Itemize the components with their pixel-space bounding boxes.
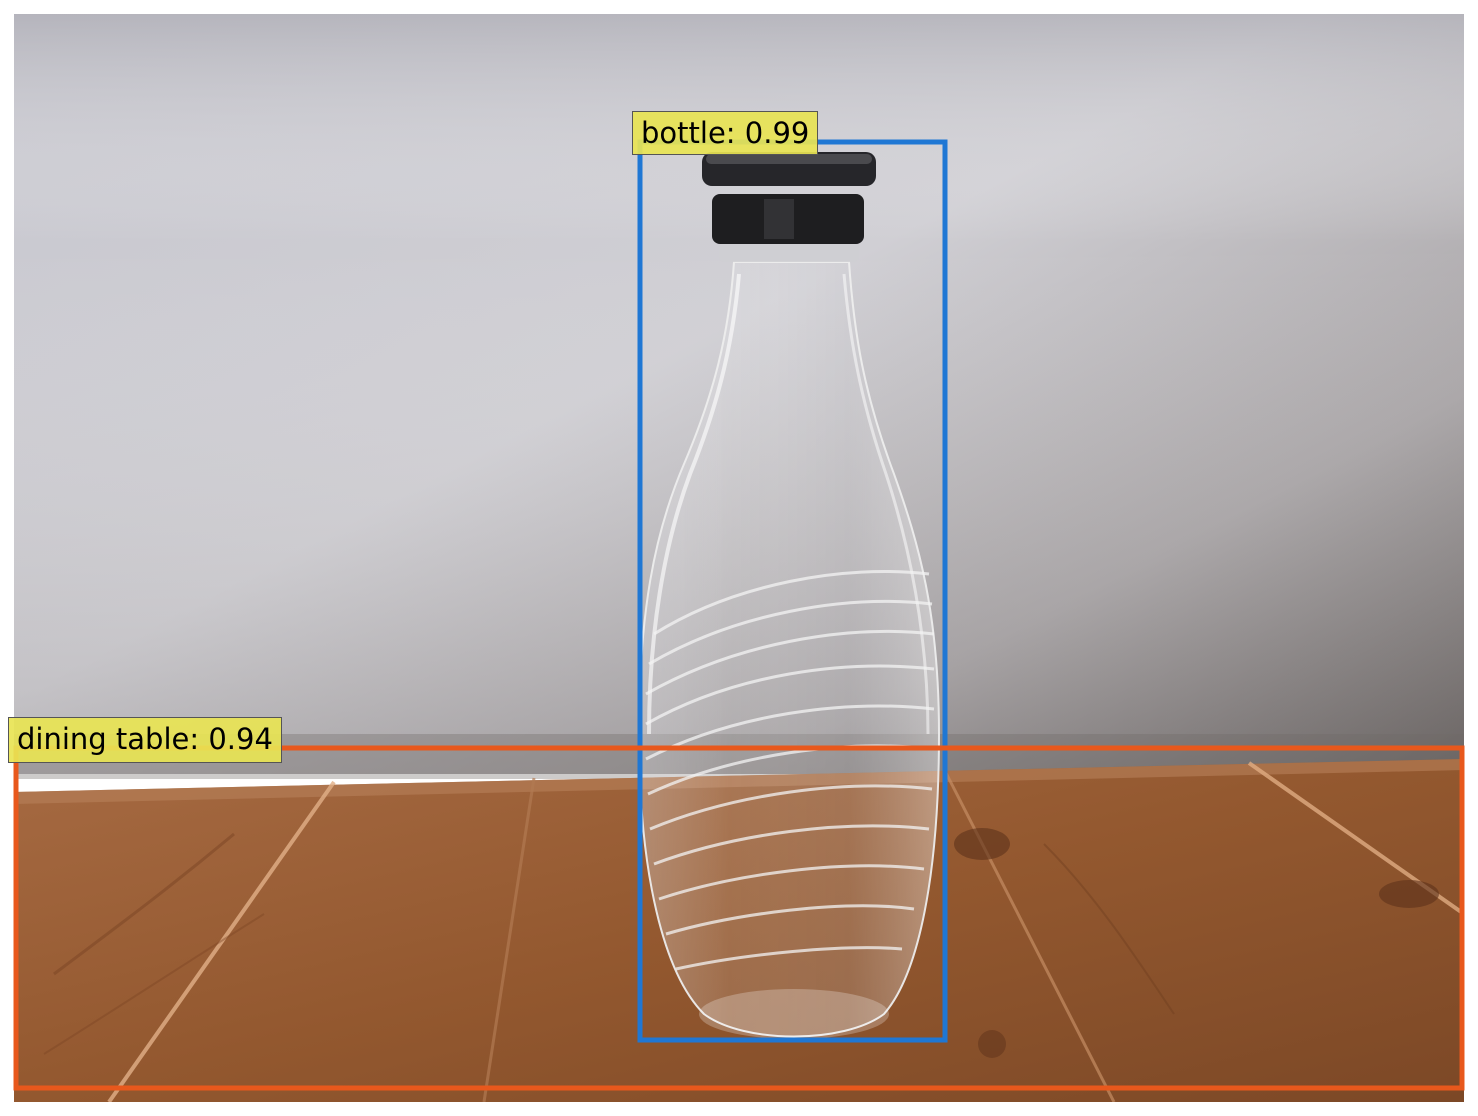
bottle-detection-label: bottle: 0.99 [632, 111, 818, 155]
bottle-bbox [640, 142, 945, 1040]
dining-table-bbox [16, 748, 1462, 1088]
dining-table-detection-label: dining table: 0.94 [8, 717, 282, 763]
